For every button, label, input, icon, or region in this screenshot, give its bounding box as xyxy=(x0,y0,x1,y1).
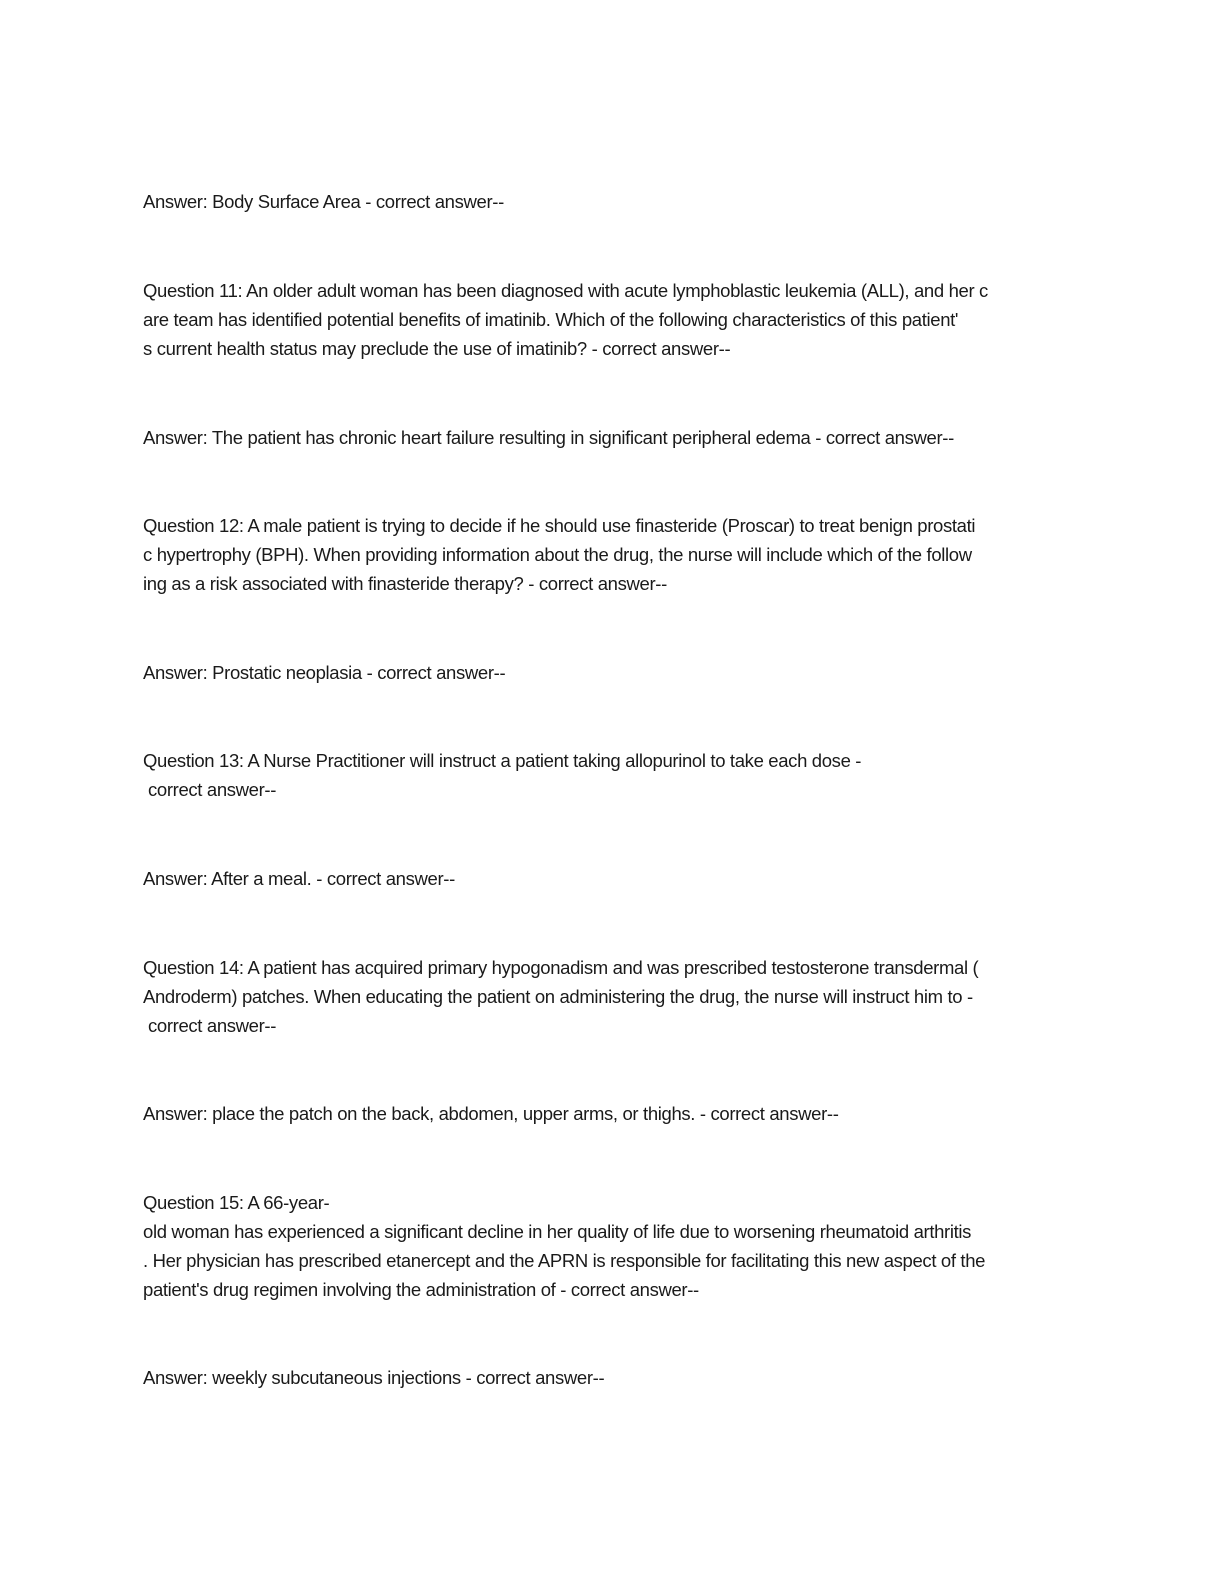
answer-12 xyxy=(143,658,1083,687)
question-13 xyxy=(143,746,1083,804)
question-line: old woman has experienced a significant decline in her quality of life due to worsening rheumatoid arthritis xyxy=(143,1221,972,1242)
question-12 xyxy=(143,511,1083,598)
answer-line: Answer: Prostatic neoplasia - correct answer-- xyxy=(143,662,506,683)
question-line: Question 13: A Nurse Practitioner will instruct a patient taking allopurinol to take each dose - xyxy=(143,750,862,771)
answer-line: Answer: weekly subcutaneous injections - correct answer-- xyxy=(143,1367,605,1388)
answer-15 xyxy=(143,1363,1083,1392)
question-line: ing as a risk associated with finasteride therapy? - correct answer-- xyxy=(143,573,667,594)
question-line: c hypertrophy (BPH). When providing information about the drug, the nurse will include which of the follow xyxy=(143,544,972,565)
question-line: . Her physician has prescribed etanercept and the APRN is responsible for facilitating this new aspect of the xyxy=(143,1250,986,1271)
question-line: s current health status may preclude the use of imatinib? - correct answer-- xyxy=(143,338,731,359)
answer-line: Answer: The patient has chronic heart failure resulting in significant peripheral edema - correct answer-- xyxy=(143,427,954,448)
question-line: are team has identified potential benefits of imatinib. Which of the following characteristics of this patient' xyxy=(143,309,959,330)
answer-line: Answer: Body Surface Area - correct answer-- xyxy=(143,191,504,212)
question-line: Question 14: A patient has acquired primary hypogonadism and was prescribed testosterone transdermal ( xyxy=(143,957,979,978)
answer-13 xyxy=(143,864,1083,893)
question-line: correct answer-- xyxy=(148,779,277,800)
question-line: patient's drug regimen involving the administration of - correct answer-- xyxy=(143,1279,699,1300)
question-line: Question 11: An older adult woman has been diagnosed with acute lymphoblastic leukemia (ALL), and her c xyxy=(143,280,988,301)
answer-10 xyxy=(143,187,1083,216)
question-line: correct answer-- xyxy=(148,1015,277,1036)
answer-line: Answer: place the patch on the back, abdomen, upper arms, or thighs. - correct answer-- xyxy=(143,1103,839,1124)
question-11 xyxy=(143,276,1083,363)
question-line: Question 15: A 66-year- xyxy=(143,1192,330,1213)
question-15 xyxy=(143,1188,1083,1304)
answer-line: Answer: After a meal. - correct answer-- xyxy=(143,868,455,889)
question-line: Question 12: A male patient is trying to decide if he should use finasteride (Proscar) to treat benign prostati xyxy=(143,515,976,536)
answer-14 xyxy=(143,1099,1083,1128)
question-line: Androderm) patches. When educating the patient on administering the drug, the nurse will instruct him to - xyxy=(143,986,973,1007)
question-14 xyxy=(143,953,1083,1040)
answer-11 xyxy=(143,423,1083,452)
